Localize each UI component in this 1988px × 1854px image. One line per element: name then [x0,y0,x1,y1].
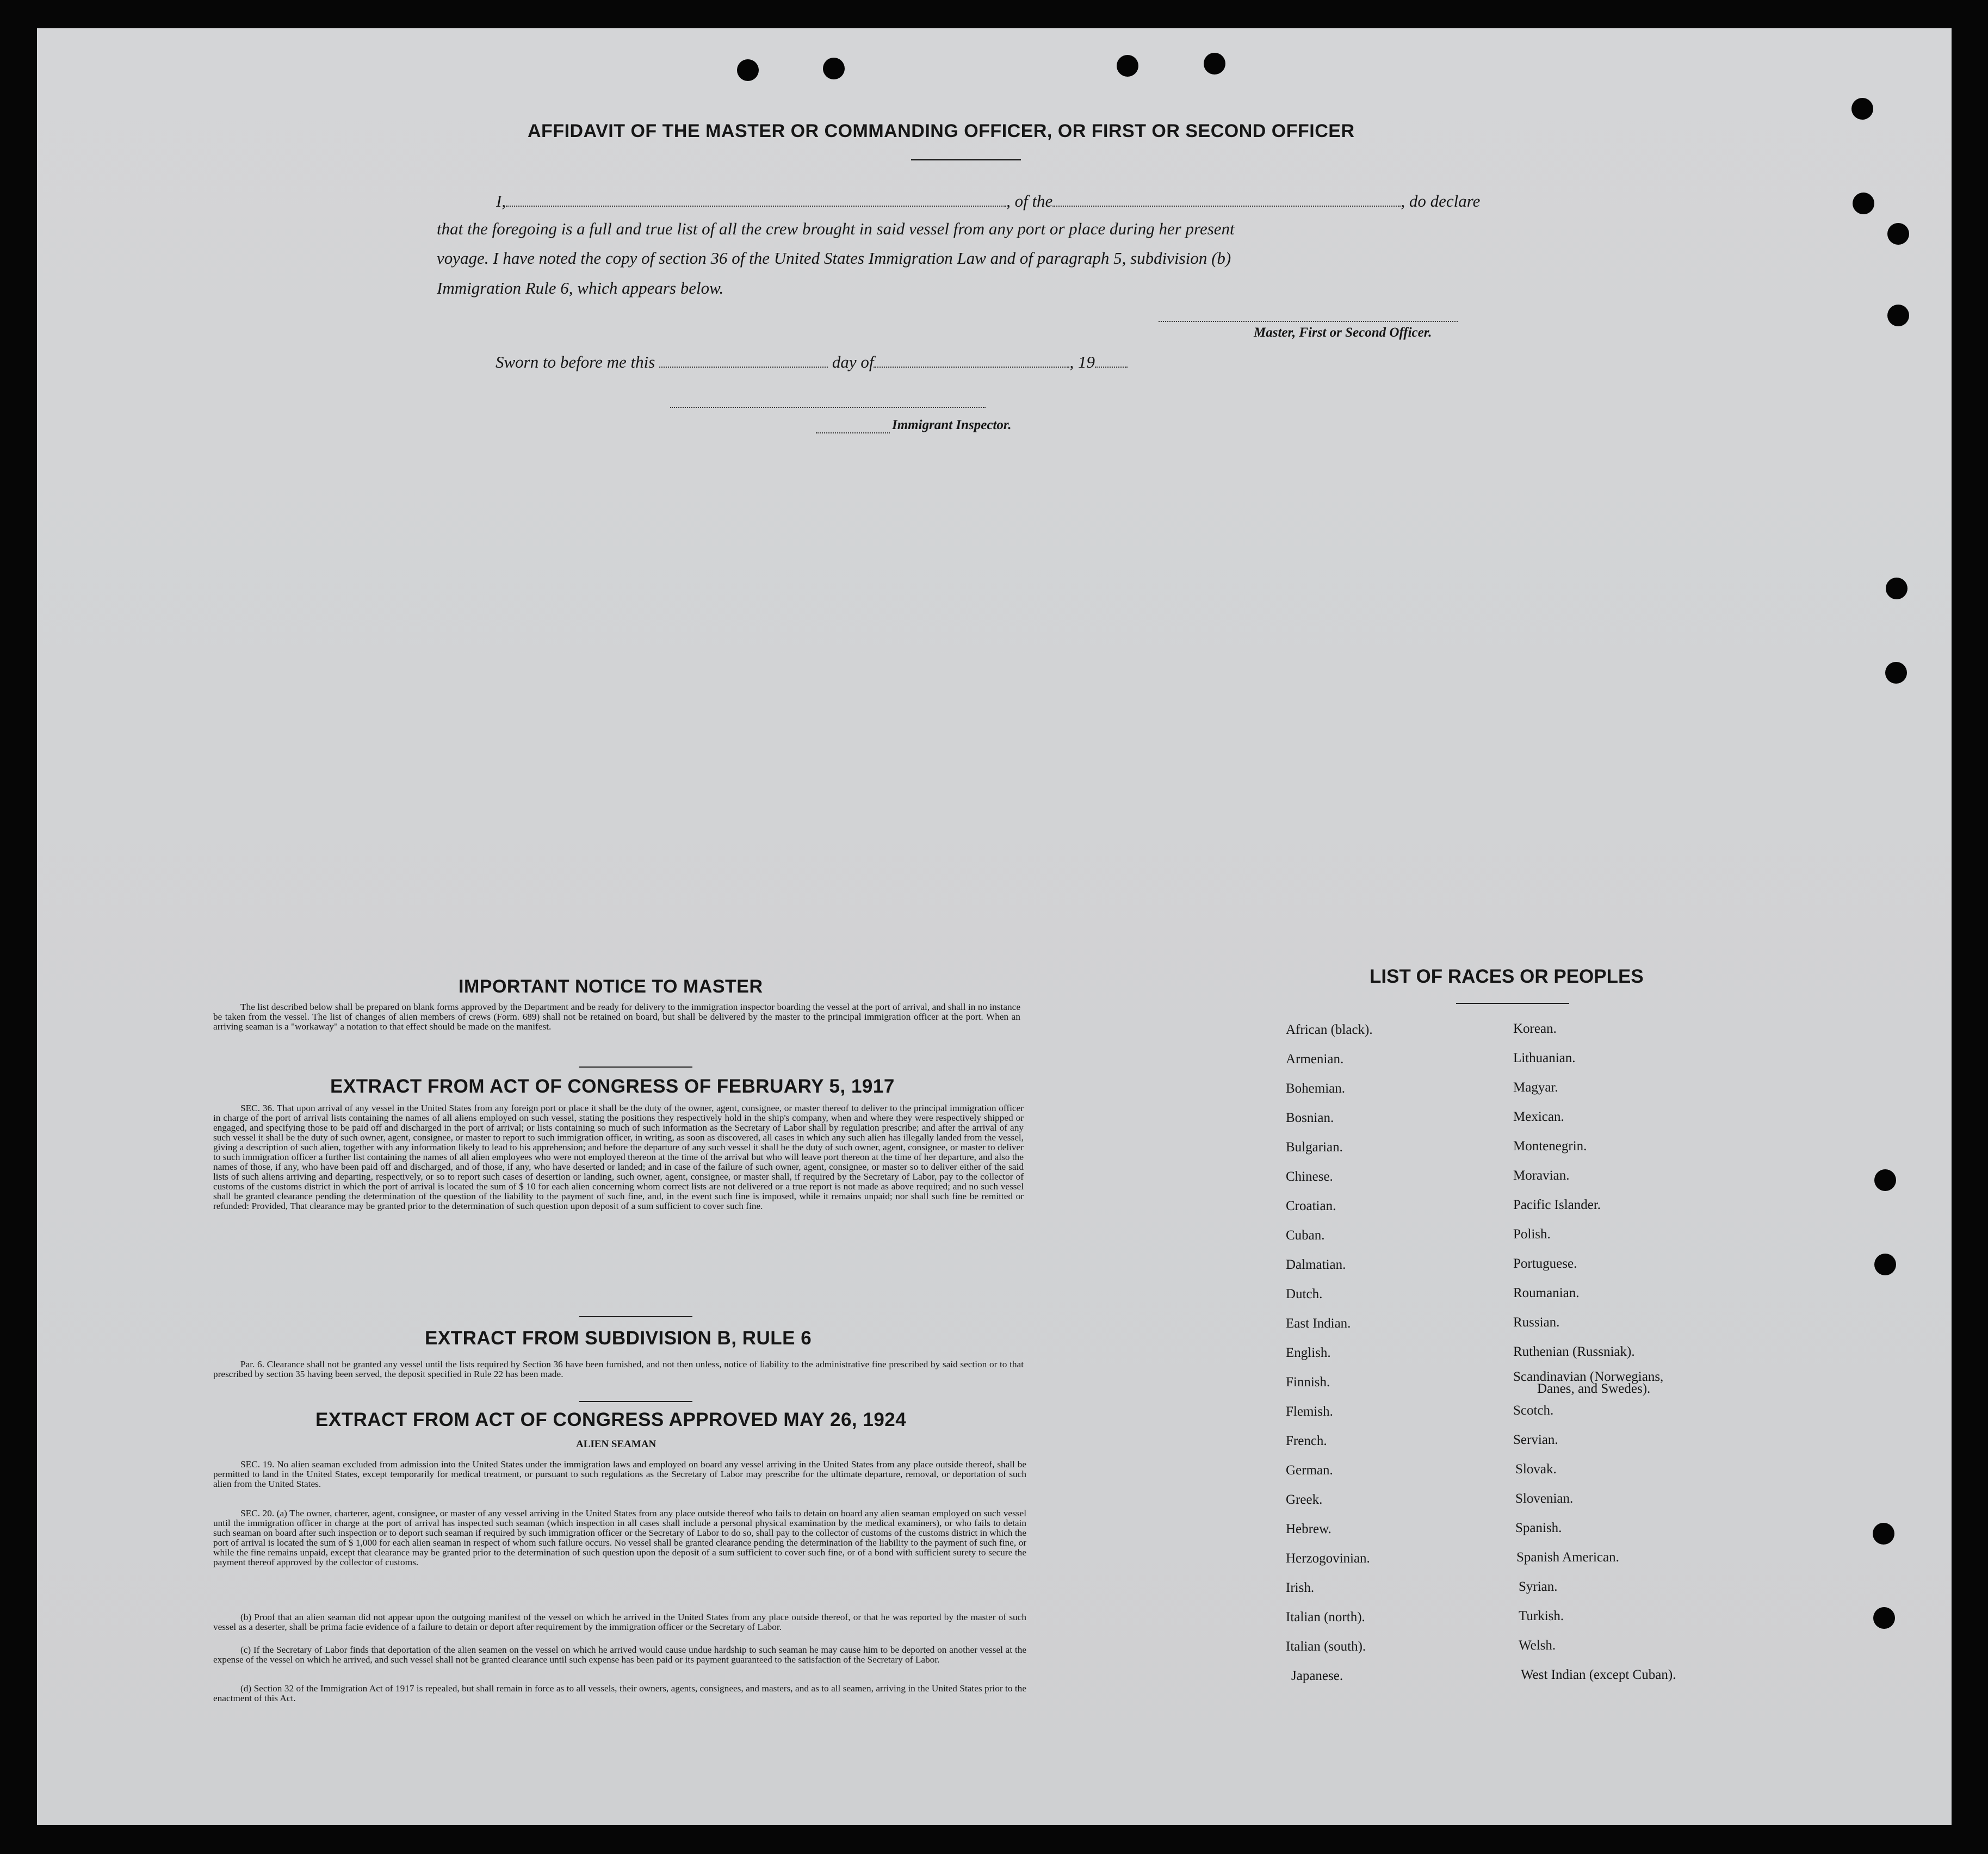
extract-1917-title: EXTRACT FROM ACT OF CONGRESS OF FEBRUARY 5, 1917 [330,1076,895,1097]
year-label: , 19 [1069,352,1095,371]
vessel-name-field[interactable] [1052,206,1401,207]
punch-hole [1887,305,1909,326]
race-item: Italian (south). [1286,1639,1366,1654]
extract-1924-title: EXTRACT FROM ACT OF CONGRESS APPROVED MAY 26, 1924 [315,1409,907,1430]
alien-seaman-subheading: ALIEN SEAMAN [576,1438,657,1450]
sec20a-text: SEC. 20. (a) The owner, charterer, agent, consignee, or master of any vessel arriving in the United States from any place outside thereof who fails to detain on board any alien seaman employed on such vessel until the immigration officer in charge at the port of arrival has inspected such seaman (which inspection in all cases shall include a personal physical examination by the medical examiners), or who fails to detain such seaman on board after such inspection or to deport such seaman if required by such immigration officer or the Secretary of Labor to do so, shall pay to the collector of customs of the customs district in which the port of arrival is located the sum of $ 1,000 for each alien seaman in respect of whom such failure occurs. No vessel shall be granted clearance pending the determination of the liability to the payment of such fine, or while the fine remains unpaid, except that clearance may be granted prior to the determination of such question upon the deposit of a sum sufficient to cover such fine, or of a bond with sufficient surety to secure the payment thereof approved by the collector of customs. [213,1508,1026,1567]
affidavit-title: AFFIDAVIT OF THE MASTER OR COMMANDING OFFICER, OR FIRST OR SECOND OFFICER [528,121,1355,141]
race-item: Lithuanian. [1513,1051,1576,1065]
punch-hole [1853,193,1874,214]
race-item: Mexican. [1513,1109,1564,1124]
punch-hole [1874,1254,1896,1275]
race-item: Slovenian. [1515,1491,1574,1506]
race-item: Magyar. [1513,1080,1558,1095]
sworn-line [496,352,1128,372]
punch-hole [1885,662,1907,684]
declaration-line-2: that the foregoing is a full and true list of all the crew brought in said vessel from any port or place during her present [437,219,1235,238]
sec20c-text: (c) If the Secretary of Labor finds that deportation of the alien seamen on the vessel on which he arrived would cause undue hardship to such seaman he may cause him to be deported on another vessel at the expense of the vessel on which he arrived, and such vessel shall not be granted clearance until such expense has been paid or its payment guaranteed to the satisfaction of the Secretary of Labor. [213,1645,1026,1665]
race-item: Portuguese. [1513,1256,1577,1271]
race-item: Korean. [1513,1021,1557,1036]
notice-title: IMPORTANT NOTICE TO MASTER [459,976,763,997]
day-of-label: day of [832,352,874,371]
race-item: Spanish. [1515,1521,1562,1535]
title-divider [911,159,1021,160]
sworn-day-field[interactable] [659,367,828,368]
inspector-label: Immigrant Inspector. [892,418,1012,432]
race-item: Bohemian. [1286,1081,1346,1096]
sec20b-text: (b) Proof that an alien seaman did not appear upon the outgoing manifest of the vessel on which he arrived in the United States from any place outside thereof, or that he was reported by the master of such vessel as a deserter, shall be prima facie evidence of a failure to detain or deport after requirement by the immigration officer or the Secretary of Labor. [213,1612,1026,1632]
race-item: Turkish. [1519,1609,1564,1623]
race-item: Cuban. [1286,1228,1325,1243]
inspector-signature-line[interactable] [670,407,986,408]
punch-hole [1886,578,1908,599]
races-divider [1456,1003,1569,1004]
races-title: LIST OF RACES OR PEOPLES [1370,966,1644,987]
race-item: Flemish. [1286,1404,1333,1419]
race-item: Danes, and Swedes). [1537,1381,1651,1396]
punch-hole [1874,1169,1896,1191]
sworn-before-label: Sworn to before me this [496,352,655,371]
race-item: Scandinavian (Norwegians, [1513,1369,1664,1384]
master-signature-line[interactable] [1159,321,1458,322]
race-item: Ruthenian (Russniak). [1513,1344,1635,1359]
race-item: Slovak. [1515,1462,1557,1477]
race-item: English. [1286,1345,1331,1360]
race-item: Roumanian. [1513,1286,1580,1300]
race-item: Croatian. [1286,1199,1336,1213]
race-item: Spanish American. [1516,1550,1619,1565]
race-item: Welsh. [1519,1638,1556,1653]
do-declare-label: , do declare [1401,191,1481,210]
extract-rule6-title: EXTRACT FROM SUBDIVISION B, RULE 6 [425,1328,812,1349]
sec19-text: SEC. 19. No alien seaman excluded from admission into the United States under the immigration laws and employed on board any vessel arriving in the United States from any place outside thereof, shall be permitted to land in the United States, except temporarily for medical treatment, or pursuant to such regulations as the Secretary of Labor may prescribe for the ultimate departure, removal, or deportation of such alien from the United States. [213,1459,1026,1489]
race-item: Polish. [1513,1227,1551,1242]
race-item: Armenian. [1286,1052,1344,1066]
race-item: Irish. [1286,1580,1315,1595]
race-item: Dalmatian. [1286,1257,1346,1272]
race-item: Bosnian. [1286,1111,1334,1125]
punch-hole [1887,223,1909,245]
race-item: Scotch. [1513,1403,1554,1418]
race-item: Pacific Islander. [1513,1198,1601,1212]
notice-text: The list described below shall be prepared on blank forms approved by the Department and be ready for delivery to the immigration inspector boarding the vessel at the port of arrival, and shall in no instance be taken from the vessel. The list of changes of alien members of crews (Form. 689) shall not be retained on board, but shall be delivered by the master to the principal immigration officer at the port. When an arriving seaman is a "workaway" a notation to that effect should be made on the manifest. [213,1002,1020,1032]
inspector-signature-leader [816,432,890,433]
declarant-name-field[interactable] [506,206,1006,207]
punch-hole [823,58,845,79]
race-item: French. [1286,1434,1327,1448]
declarant-label: I, [496,191,506,210]
race-item: Greek. [1286,1492,1323,1507]
extract-rule6-text: Par. 6. Clearance shall not be granted any vessel until the lists required by Section 36 have been furnished, and not then unless, notice of liability to the administrative fine prescribed by said section or to that prescribed by section 35 having been served, the deposit specified in Rule 22 has been made. [213,1359,1024,1379]
punch-hole [1204,53,1225,75]
extract-1917-divider [579,1316,692,1317]
declaration-line-4: Immigration Rule 6, which appears below. [437,278,724,297]
punch-hole [737,59,759,81]
punch-hole [1873,1523,1894,1545]
race-item: Russian. [1513,1315,1560,1330]
race-item: Hebrew. [1286,1522,1331,1536]
of-the-label: , of the [1006,191,1053,210]
master-signature-label: Master, First or Second Officer. [1254,325,1432,340]
extract-1917-text: SEC. 36. That upon arrival of any vessel in the United States from any foreign port or place it shall be the duty of the owner, agent, consignee, or master thereof to deliver to the principal immigration officer in charge of the port of arrival lists containing the names of all aliens employed on such vessel, stating the positions they respectively hold in the ship's company, when and where they were respectively shipped or engaged, and specifying those to be paid off and discharged in the port of arrival; or lists containing so much of such information as the Secretary of Labor shall by regulation prescribe; and after the arrival of any such vessel it shall be the duty of such owner, agent, consignee, or master to report to such immigration officer, in writing, as soon as discovered, all cases in which any such alien has illegally landed from the vessel, giving a description of such alien, together with any information likely to lead to his apprehension; and before the departure of any such vessel it shall be the duty of such owner, agent, consignee, or master to deliver to such immigration officer a further list containing the names of all alien employees who were not employed thereon at the time of the arrival but who will leave port thereon at the time of her departure, and also the names of those, if any, who have been paid off and discharged, and of those, if any, who have deserted or landed; and in case of the failure of such owner, agent, consignee, or master so to deliver either of the said lists of such aliens arriving and departing, respectively, or so to report such cases of desertion or landing, such owner, agent, consignee, or master shall, if required by the Secretary of Labor, pay to the collector of customs of the customs district in which the port of arrival is located the sum of $ 10 for each alien concerning whom correct lists are not delivered or a true report is not made as above required; and no such vessel shall be granted clearance pending the determination of the question of the liability to the payment of such fine, and, in the event such fine is imposed, while it remains unpaid; nor shall such fine be remitted or refunded: Provided, That clearance may be granted prior to the determination of such question upon deposit of a sum sufficient to cover such fine. [213,1103,1024,1211]
punch-hole [1117,55,1138,77]
extract-rule6-divider [579,1401,692,1402]
declaration-line-1 [496,191,1480,211]
race-item: German. [1286,1463,1333,1478]
race-item: African (black). [1286,1022,1373,1037]
race-item: Herzogovinian. [1286,1551,1370,1566]
punch-hole [1873,1607,1895,1629]
race-item: Montenegrin. [1513,1139,1587,1154]
race-item: East Indian. [1286,1316,1351,1331]
declaration-line-3: voyage. I have noted the copy of section 36 of the United States Immigration Law and of paragraph 5, subdivision (b) [437,249,1231,268]
race-item: Moravian. [1513,1168,1570,1183]
race-item: Syrian. [1519,1579,1558,1594]
race-item: West Indian (except Cuban). [1521,1667,1676,1682]
punch-hole [1851,98,1873,120]
race-item: Dutch. [1286,1287,1323,1301]
race-item: Finnish. [1286,1375,1330,1390]
race-item: Japanese. [1291,1669,1343,1683]
race-item: Servian. [1513,1433,1558,1447]
sec20d-text: (d) Section 32 of the Immigration Act of 1917 is repealed, but shall remain in force as to all vessels, their owners, agents, consignees, and masters, and as to all seamen, arriving in the United States prior to the enactment of this Act. [213,1683,1026,1703]
sworn-month-field[interactable] [874,367,1069,368]
race-item: Bulgarian. [1286,1140,1343,1155]
sworn-year-field[interactable] [1095,367,1128,368]
race-item: Chinese. [1286,1169,1333,1184]
notice-divider [579,1066,692,1068]
race-item: Italian (north). [1286,1610,1365,1624]
